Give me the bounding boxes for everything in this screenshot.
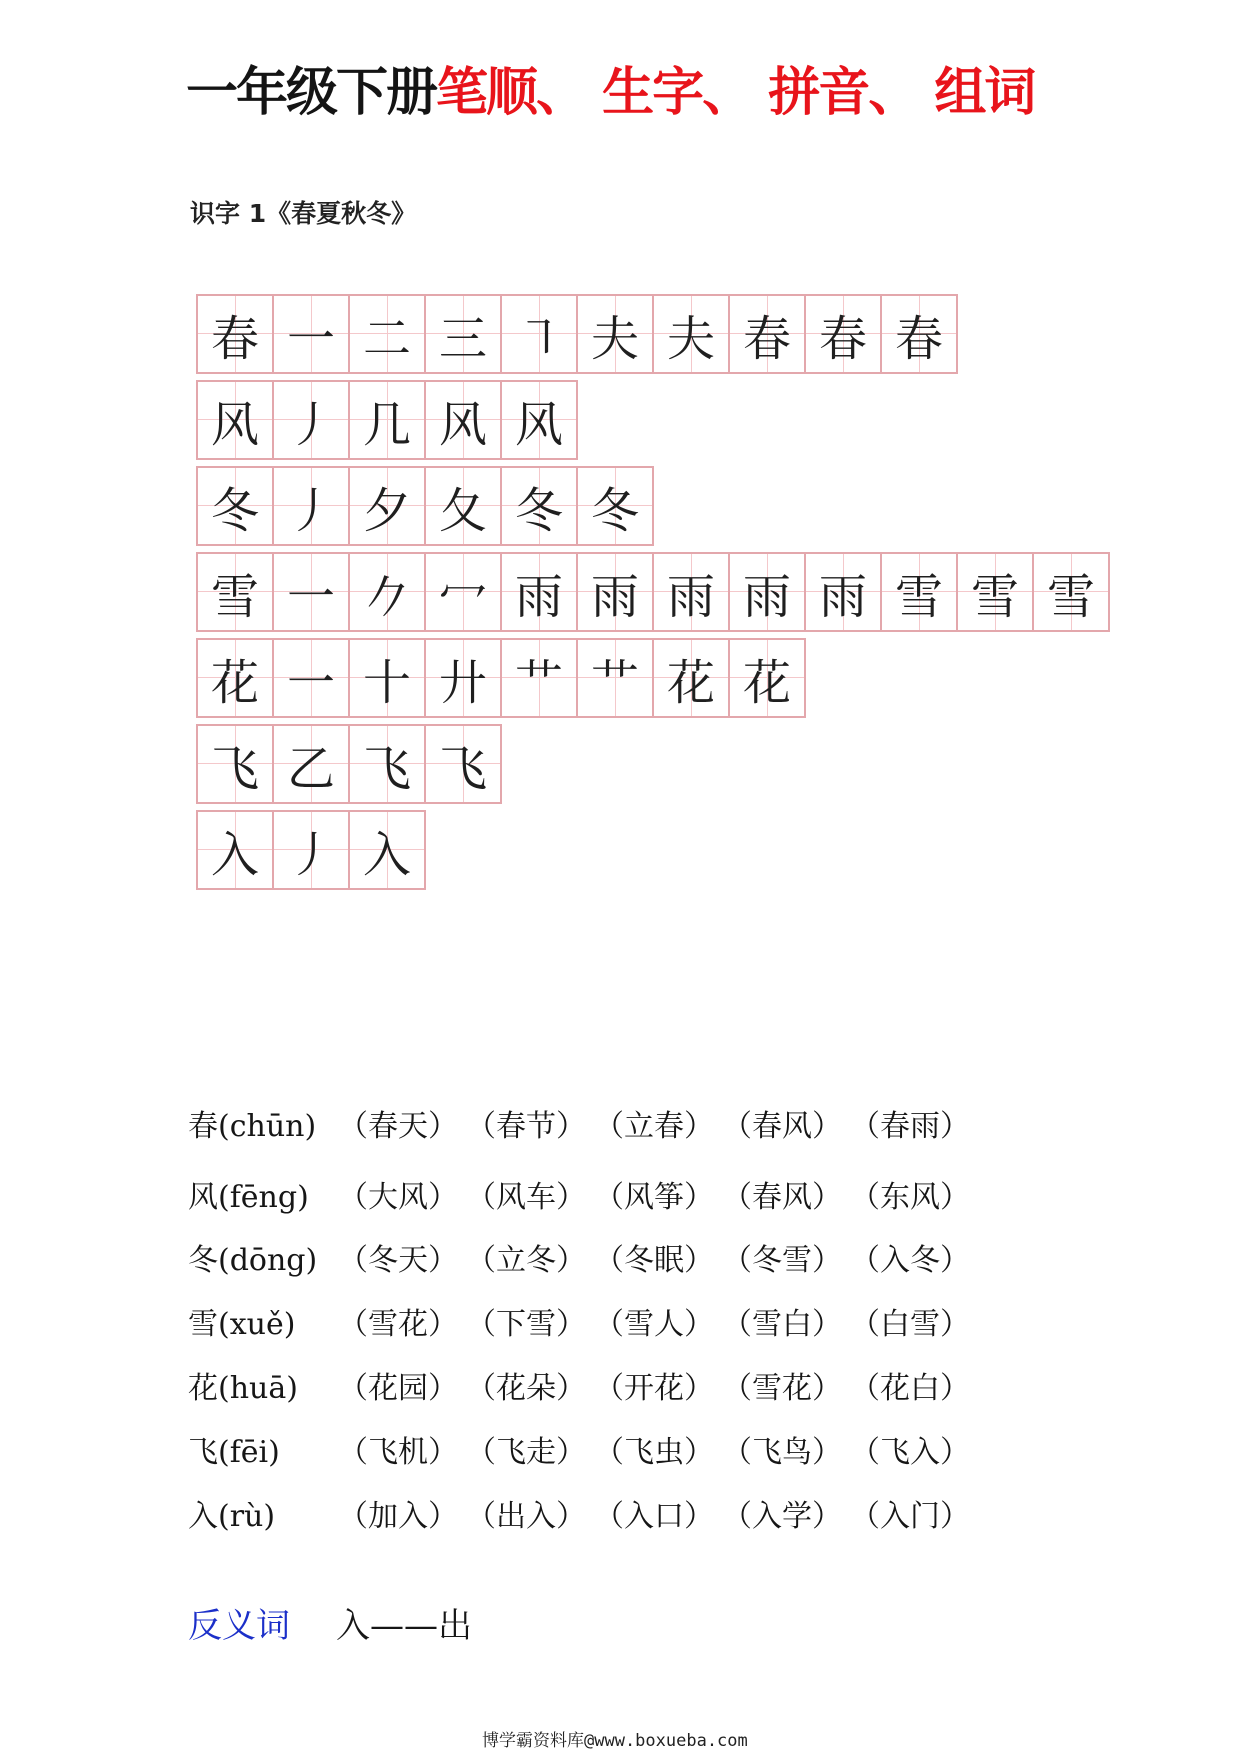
stroke-step-cell: 十 xyxy=(350,640,426,716)
word-line xyxy=(188,1235,978,1279)
word-item: （入口） xyxy=(594,1499,714,1534)
antonym-pair: 入——出 xyxy=(336,1606,472,1646)
word-item: （雪人） xyxy=(594,1307,714,1342)
stroke-step-cell: ㇕ xyxy=(502,296,578,372)
stroke-step-cell: 雪 xyxy=(1034,554,1110,630)
word-item: （东风） xyxy=(850,1180,970,1215)
word-item: （雪白） xyxy=(722,1307,842,1342)
stroke-step-cell: 雨 xyxy=(806,554,882,630)
stroke-step-cell: 一 xyxy=(274,296,350,372)
word-item: （春天） xyxy=(338,1109,458,1144)
word-item: （雪花） xyxy=(722,1371,842,1406)
character-pinyin: 入(rù) xyxy=(188,1499,276,1534)
word-item: （花园） xyxy=(338,1371,458,1406)
stroke-step-cell: 几 xyxy=(350,382,426,458)
stroke-step-cell: 𠂊 xyxy=(350,554,426,630)
word-line xyxy=(188,1363,978,1407)
tian-grid-box xyxy=(196,724,502,804)
section-title: 识字 1《春夏秋冬》 xyxy=(190,199,417,228)
character-pinyin: 飞(fēi) xyxy=(188,1435,280,1470)
character-pinyin: 冬(dōng) xyxy=(188,1243,318,1278)
stroke-step-cell: 入 xyxy=(350,812,426,888)
stroke-row xyxy=(196,466,654,546)
stroke-step-cell: 丿 xyxy=(274,468,350,544)
word-item: （白雪） xyxy=(850,1307,970,1342)
word-line xyxy=(188,1491,978,1535)
word-item: （入学） xyxy=(722,1499,842,1534)
stroke-step-cell: 艹 xyxy=(502,640,578,716)
character-cell: 风 xyxy=(198,382,274,458)
word-line xyxy=(188,1172,978,1216)
stroke-step-cell: 雨 xyxy=(502,554,578,630)
word-item: （入冬） xyxy=(850,1243,970,1278)
word-item: （冬雪） xyxy=(722,1243,842,1278)
title-black-part: 一年级下册 xyxy=(186,63,437,123)
stroke-step-cell: 夕 xyxy=(350,468,426,544)
stroke-step-cell: 艹 xyxy=(578,640,654,716)
stroke-step-cell: 冬 xyxy=(502,468,578,544)
stroke-step-cell: 冖 xyxy=(426,554,502,630)
word-item: （冬天） xyxy=(338,1243,458,1278)
stroke-step-cell: 飞 xyxy=(426,726,502,802)
tian-grid-box xyxy=(196,810,426,890)
antonym-label: 反义词 xyxy=(188,1606,290,1646)
word-item: （飞机） xyxy=(338,1435,458,1470)
stroke-row xyxy=(196,810,426,890)
stroke-step-cell: 春 xyxy=(882,296,958,372)
character-pinyin: 雪(xuě) xyxy=(188,1307,296,1342)
word-item: （雪花） xyxy=(338,1307,458,1342)
page-title xyxy=(186,58,1034,128)
stroke-step-cell: 花 xyxy=(654,640,730,716)
word-item: （下雪） xyxy=(466,1307,586,1342)
stroke-step-cell: 夫 xyxy=(578,296,654,372)
stroke-row xyxy=(196,552,1110,632)
stroke-step-cell: 风 xyxy=(426,382,502,458)
stroke-step-cell: 夂 xyxy=(426,468,502,544)
word-line xyxy=(188,1299,978,1343)
stroke-step-cell: 二 xyxy=(350,296,426,372)
word-item: （入门） xyxy=(850,1499,970,1534)
character-cell: 春 xyxy=(198,296,274,372)
antonym-line xyxy=(188,1598,472,1647)
word-item: （春节） xyxy=(466,1109,586,1144)
character-cell: 雪 xyxy=(198,554,274,630)
word-item: （春雨） xyxy=(850,1109,970,1144)
title-red-part: 笔顺、 生字、 拼音、 组词 xyxy=(436,63,1035,123)
stroke-step-cell: 一 xyxy=(274,554,350,630)
word-item: （出入） xyxy=(466,1499,586,1534)
stroke-step-cell: 乙 xyxy=(274,726,350,802)
word-item: （冬眠） xyxy=(594,1243,714,1278)
stroke-step-cell: 雨 xyxy=(730,554,806,630)
character-cell: 入 xyxy=(198,812,274,888)
tian-grid-box xyxy=(196,380,578,460)
word-item: （花白） xyxy=(850,1371,970,1406)
word-item: （加入） xyxy=(338,1499,458,1534)
stroke-step-cell: 三 xyxy=(426,296,502,372)
stroke-step-cell: 雨 xyxy=(654,554,730,630)
character-cell: 飞 xyxy=(198,726,274,802)
stroke-step-cell: 一 xyxy=(274,640,350,716)
stroke-step-cell: 丿 xyxy=(274,382,350,458)
stroke-row xyxy=(196,294,958,374)
character-pinyin: 风(fēng) xyxy=(188,1180,309,1215)
word-item: （大风） xyxy=(338,1180,458,1215)
word-item: （风筝） xyxy=(594,1180,714,1215)
word-item: （花朵） xyxy=(466,1371,586,1406)
word-item: （立冬） xyxy=(466,1243,586,1278)
word-line xyxy=(188,1427,978,1471)
word-item: （飞入） xyxy=(850,1435,970,1470)
stroke-row xyxy=(196,380,578,460)
word-item: （风车） xyxy=(466,1180,586,1215)
stroke-step-cell: 风 xyxy=(502,382,578,458)
footer-watermark: 博学霸资料库@www.boxueba.com xyxy=(482,1731,748,1751)
word-item: （春风） xyxy=(722,1180,842,1215)
stroke-step-cell: 丿 xyxy=(274,812,350,888)
word-line xyxy=(188,1101,978,1145)
tian-grid-box xyxy=(196,552,1110,632)
stroke-step-cell: 冬 xyxy=(578,468,654,544)
stroke-step-cell: 春 xyxy=(730,296,806,372)
word-item: （飞鸟） xyxy=(722,1435,842,1470)
tian-grid-box xyxy=(196,638,806,718)
word-item: （立春） xyxy=(594,1109,714,1144)
stroke-step-cell: 春 xyxy=(806,296,882,372)
word-item: （飞走） xyxy=(466,1435,586,1470)
word-item: （开花） xyxy=(594,1371,714,1406)
tian-grid-box xyxy=(196,466,654,546)
stroke-row xyxy=(196,638,806,718)
character-cell: 冬 xyxy=(198,468,274,544)
stroke-step-cell: 雪 xyxy=(882,554,958,630)
stroke-step-cell: 花 xyxy=(730,640,806,716)
word-item: （春风） xyxy=(722,1109,842,1144)
stroke-step-cell: 夫 xyxy=(654,296,730,372)
character-pinyin: 花(huā) xyxy=(188,1371,298,1406)
stroke-step-cell: 飞 xyxy=(350,726,426,802)
stroke-row xyxy=(196,724,502,804)
stroke-step-cell: 雨 xyxy=(578,554,654,630)
tian-grid-box xyxy=(196,294,958,374)
character-pinyin: 春(chūn) xyxy=(188,1109,317,1144)
word-item: （飞虫） xyxy=(594,1435,714,1470)
stroke-step-cell: 雪 xyxy=(958,554,1034,630)
stroke-step-cell: 廾 xyxy=(426,640,502,716)
character-cell: 花 xyxy=(198,640,274,716)
